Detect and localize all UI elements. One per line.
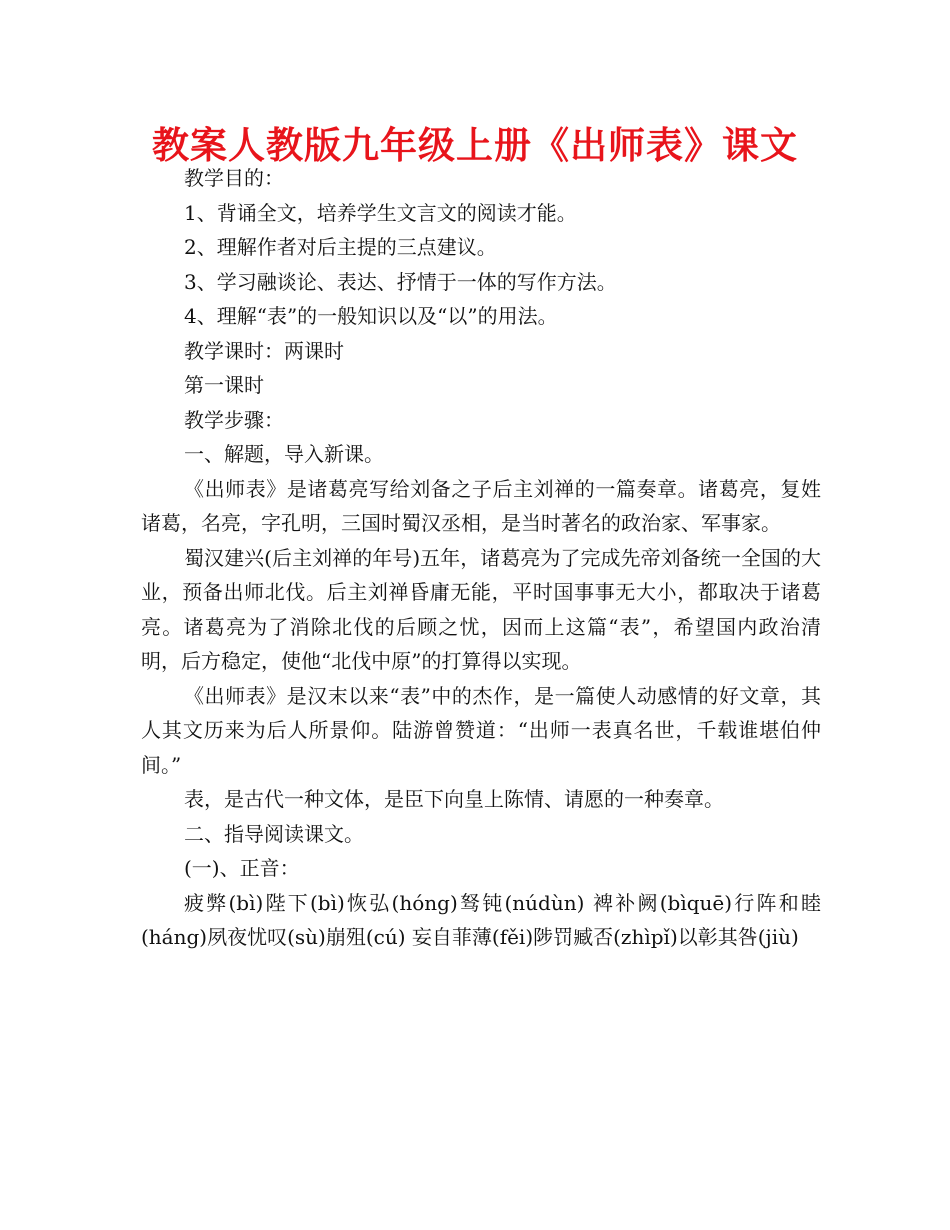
pronunciation-paragraph: 疲弊(bì)陛下(bì)恢弘(hóng)驽钝(núdùn) 裨补阙(bìquē)行阵和睦(háng)夙夜忧叹(sù)崩殂(cú) 妄自菲薄(fěi)陟罚臧否(zhìpǐ)以彰其咎(jiù) xyxy=(141,890,821,949)
body-paragraph: 蜀汉建兴(后主刘禅的年号)五年，诸葛亮为了完成先帝刘备统一全国的大业，预备出师北伐。后主刘禅昏庸无能，平时国事事无大小，都取决于诸葛亮。诸葛亮为了消除北伐的后顾之忧，因而上这篇“表”，希望国内政治清明，后方稳定，使他“北伐中原”的打算得以实现。 xyxy=(141,545,821,673)
objective-item: 2、理解作者对后主提的三点建议。 xyxy=(184,235,497,259)
body-paragraph: 表，是古代一种文体，是臣下向皇上陈情、请愿的一种奏章。 xyxy=(184,787,724,811)
objective-item: 4、理解“表”的一般知识以及“以”的用法。 xyxy=(184,304,558,328)
sub-heading: (一)、正音： xyxy=(184,856,300,880)
step-heading: 二、指导阅读课文。 xyxy=(184,821,364,846)
step-heading: 一、解题，导入新课。 xyxy=(184,442,384,466)
objective-item: 3、学习融谈论、表达、抒情于一体的写作方法。 xyxy=(184,269,617,294)
body-paragraph: 《出师表》是汉末以来“表”中的杰作，是一篇使人动感情的好文章，其人其文历来为后人所景仰。陆游曾赞道：“出师一表真名世，千载谁堪伯仲间。” xyxy=(141,683,821,777)
section-heading: 教学课时：两课时 xyxy=(184,338,344,363)
document-body xyxy=(141,161,821,955)
body-paragraph: 《出师表》是诸葛亮写给刘备之子后主刘禅的一篇奏章。诸葛亮，复姓诸葛，名亮，字孔明，三国时蜀汉丞相，是当时著名的政治家、军事家。 xyxy=(141,476,821,535)
section-heading: 教学目的： xyxy=(184,166,284,190)
section-heading: 第一课时 xyxy=(184,373,264,397)
objective-item: 1、背诵全文，培养学生文言文的阅读才能。 xyxy=(184,200,577,225)
document-title: 教案人教版九年级上册《出师表》课文 xyxy=(152,124,798,167)
section-heading: 教学步骤： xyxy=(184,407,284,432)
